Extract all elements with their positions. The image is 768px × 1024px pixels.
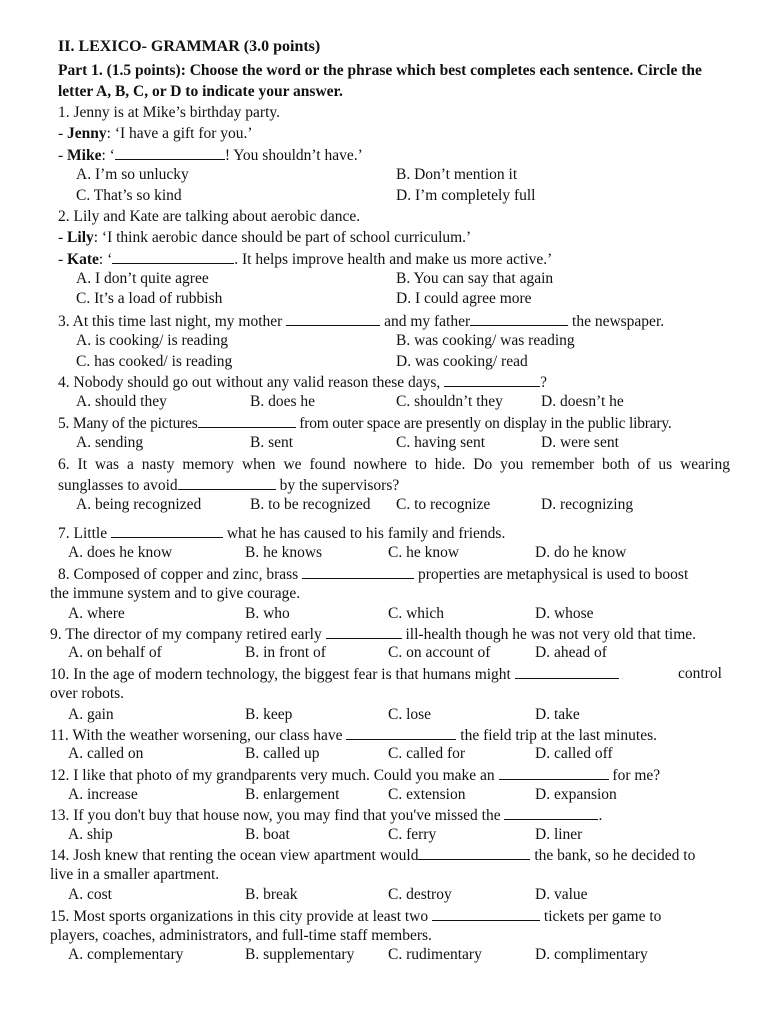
q9-post: ill-health though he was not very old that time.	[405, 626, 697, 643]
q5-stem	[58, 413, 672, 434]
q1-dialogue-2: - Mike: ‘ ! You shouldn’t have.’	[58, 147, 363, 164]
q5-post: from outer space are presently on display in the public library.	[299, 415, 672, 432]
q10-stem-line-2: over robots.	[50, 685, 125, 702]
q6-blank[interactable]	[178, 475, 276, 490]
q10-blank[interactable]	[515, 664, 619, 679]
q11-option-d[interactable]: D. called off	[535, 745, 613, 762]
q4-option-d[interactable]: D. doesn’t he	[541, 393, 624, 410]
q14-pre: 14. Josh knew that renting the ocean view apartment would	[50, 847, 419, 864]
q3-blank-1[interactable]	[286, 311, 380, 326]
q7-stem	[58, 523, 505, 544]
q15-option-a[interactable]: A. complementary	[68, 946, 184, 963]
q5-option-d[interactable]: D. were sent	[541, 434, 619, 451]
q9-pre: 9. The director of my company retired early	[50, 626, 322, 643]
q5-blank[interactable]	[198, 413, 296, 428]
q10-post: control	[678, 665, 722, 682]
q15-option-c[interactable]: C. rudimentary	[388, 946, 482, 963]
q1-dialogue-1: - Jenny: ‘I have a gift for you.’	[58, 125, 253, 142]
q13-option-a[interactable]: A. ship	[68, 826, 113, 843]
q7-option-c[interactable]: C. he know	[388, 544, 460, 561]
q6-option-b[interactable]: B. to be recognized	[250, 496, 371, 513]
q11-blank[interactable]	[346, 725, 456, 740]
q12-option-a[interactable]: A. increase	[68, 786, 138, 803]
q1-speaker-2: Mike	[67, 147, 102, 164]
q2-option-c[interactable]: C. It’s a load of rubbish	[76, 290, 223, 307]
q2-stem: 2. Lily and Kate are talking about aerobic dance.	[58, 208, 361, 225]
q14-stem-line-2: live in a smaller apartment.	[50, 866, 220, 883]
q3-option-d[interactable]: D. was cooking/ read	[396, 353, 528, 370]
part1-instruction: Part 1. (1.5 points): Choose the word or the phrase which best completes each sentence. Circle the letter A, B, C, or D to indicate your answer.	[58, 62, 702, 100]
q12-option-b[interactable]: B. enlargement	[245, 786, 340, 803]
q4-option-b[interactable]: B. does he	[250, 393, 316, 410]
q11-option-a[interactable]: A. called on	[68, 745, 144, 762]
q1-blank[interactable]	[115, 145, 225, 160]
q8-blank[interactable]	[302, 564, 414, 579]
q10-option-b[interactable]: B. keep	[245, 706, 293, 723]
q14-option-d[interactable]: D. value	[535, 886, 588, 903]
q10-option-a[interactable]: A. gain	[68, 706, 114, 723]
q1-line-2-post: ! You shouldn’t have.’	[224, 147, 363, 164]
q6-option-a[interactable]: A. being recognized	[76, 496, 202, 513]
q4-stem	[58, 372, 547, 393]
q4-pre: 4. Nobody should go out without any valid reason these days,	[58, 374, 441, 391]
q10-option-c[interactable]: C. lose	[388, 706, 432, 723]
q6-stem-line-2	[58, 475, 399, 496]
q6-post: by the supervisors?	[279, 477, 400, 494]
q2-line-1-text: : ‘I think aerobic dance should be part of school curriculum.’	[93, 229, 472, 246]
q14-option-c[interactable]: C. destroy	[388, 886, 452, 903]
q11-post: the field trip at the last minutes.	[460, 727, 657, 744]
q11-option-b[interactable]: B. called up	[245, 745, 320, 762]
q15-pre: 15. Most sports organizations in this city provide at least two	[50, 908, 429, 925]
q3-post: the newspaper.	[572, 313, 665, 330]
q4-option-c[interactable]: C. shouldn’t they	[396, 393, 503, 410]
q15-stem	[50, 906, 661, 927]
q10-option-d[interactable]: D. take	[535, 706, 580, 723]
q13-option-d[interactable]: D. liner	[535, 826, 583, 843]
q7-option-d[interactable]: D. do he know	[535, 544, 627, 561]
q14-option-b[interactable]: B. break	[245, 886, 298, 903]
section-title: II. LEXICO- GRAMMAR (3.0 points)	[58, 38, 321, 55]
q12-stem	[50, 765, 660, 786]
q3-mid: and my father	[384, 313, 471, 330]
q2-option-b[interactable]: B. You can say that again	[396, 270, 554, 287]
q5-option-b[interactable]: B. sent	[250, 434, 294, 451]
q4-option-a[interactable]: A. should they	[76, 393, 167, 410]
q1-option-a[interactable]: A. I’m so unlucky	[76, 166, 189, 183]
q13-option-c[interactable]: C. ferry	[388, 826, 437, 843]
q3-pre: 3. At this time last night, my mother	[58, 313, 283, 330]
q6-option-d[interactable]: D. recognizing	[541, 496, 634, 513]
q7-pre: 7. Little	[58, 525, 108, 542]
q6-stem-line-1: 6. It was a nasty memory when we found nowhere to hide. Do you remember both of us wearing	[58, 456, 730, 473]
q5-option-a[interactable]: A. sending	[76, 434, 144, 451]
q11-stem	[50, 725, 657, 746]
q13-option-b[interactable]: B. boat	[245, 826, 290, 843]
q3-option-c[interactable]: C. has cooked/ is reading	[76, 353, 233, 370]
q4-blank[interactable]	[444, 372, 540, 387]
q1-line-1-text: : ‘I have a gift for you.’	[106, 125, 253, 142]
q1-stem: 1. Jenny is at Mike’s birthday party.	[58, 104, 280, 121]
q7-option-b[interactable]: B. he knows	[245, 544, 323, 561]
q15-post: tickets per game to	[543, 908, 662, 925]
q8-option-c[interactable]: C. which	[388, 605, 444, 622]
q13-blank[interactable]	[504, 805, 598, 820]
q8-stem-line-2: the immune system and to give courage.	[50, 585, 301, 602]
q14-option-a[interactable]: A. cost	[68, 886, 112, 903]
q1-option-d[interactable]: D. I’m completely full	[396, 187, 536, 204]
q3-option-b[interactable]: B. was cooking/ was reading	[396, 332, 575, 349]
q15-blank[interactable]	[432, 906, 540, 921]
q9-option-a[interactable]: A. on behalf of	[68, 644, 162, 661]
q6-pre: sunglasses to avoid	[58, 477, 178, 494]
q10-stem	[50, 664, 619, 685]
q12-blank[interactable]	[499, 765, 609, 780]
q3-blank-2[interactable]	[470, 311, 568, 326]
q2-line-2-pre: : ‘	[98, 251, 113, 268]
q13-pre: 13. If you don't buy that house now, you may find that you've missed the	[50, 807, 501, 824]
q15-option-b[interactable]: B. supplementary	[245, 946, 355, 963]
q3-option-a[interactable]: A. is cooking/ is reading	[76, 332, 228, 349]
q4-post: ?	[540, 374, 548, 391]
q2-speaker-2: Kate	[67, 251, 99, 268]
q2-line-2-post: . It helps improve health and make us more active.’	[234, 251, 553, 268]
q14-stem	[50, 845, 695, 866]
q9-stem	[50, 624, 696, 645]
q3-stem	[58, 311, 664, 332]
q13-stem	[50, 805, 602, 826]
q1-speaker-1: Jenny	[67, 125, 107, 142]
q11-option-c[interactable]: C. called for	[388, 745, 466, 762]
q9-option-b[interactable]: B. in front of	[245, 644, 326, 661]
q1-line-2-pre: : ‘	[101, 147, 115, 164]
q8-option-b[interactable]: B. who	[245, 605, 290, 622]
q8-pre: 8. Composed of copper and zinc, brass	[58, 566, 299, 583]
q8-post: properties are metaphysical is used to boost	[417, 566, 689, 583]
q5-option-c[interactable]: C. having sent	[396, 434, 486, 451]
q8-stem	[58, 564, 688, 585]
q9-option-c[interactable]: C. on account of	[388, 644, 491, 661]
q5-pre: 5. Many of the pictures	[58, 415, 198, 432]
q7-option-a[interactable]: A. does he know	[68, 544, 173, 561]
q1-option-b[interactable]: B. Don’t mention it	[396, 166, 518, 183]
q12-pre: 12. I like that photo of my grandparents very much. Could you make an	[50, 767, 495, 784]
q12-option-c[interactable]: C. extension	[388, 786, 466, 803]
q14-blank[interactable]	[418, 845, 530, 860]
q6-option-c[interactable]: C. to recognize	[396, 496, 491, 513]
q8-option-a[interactable]: A. where	[68, 605, 125, 622]
q2-option-d[interactable]: D. I could agree more	[396, 290, 532, 307]
q15-stem-line-2: players, coaches, administrators, and full-time staff members.	[50, 927, 432, 944]
q7-blank[interactable]	[111, 523, 223, 538]
q12-post: for me?	[612, 767, 661, 784]
q8-option-d[interactable]: D. whose	[535, 605, 594, 622]
q14-post: the bank, so he decided to	[534, 847, 696, 864]
q1-option-c[interactable]: C. That’s so kind	[76, 187, 182, 204]
q9-blank[interactable]	[326, 624, 402, 639]
q11-pre: 11. With the weather worsening, our class have	[50, 727, 343, 744]
q13-post: .	[598, 807, 603, 824]
q2-option-a[interactable]: A. I don’t quite agree	[76, 270, 209, 287]
q7-post: what he has caused to his family and friends.	[226, 525, 506, 542]
q2-speaker-1: Lily	[67, 229, 94, 246]
q2-dialogue-1: - Lily: ‘I think aerobic dance should be part of school curriculum.’	[58, 229, 472, 246]
q10-pre: 10. In the age of modern technology, the biggest fear is that humans might	[50, 666, 511, 683]
q2-blank[interactable]	[112, 249, 234, 264]
q9-option-d[interactable]: D. ahead of	[535, 644, 607, 661]
q2-dialogue-2: - Kate: ‘ . It helps improve health and make us more active.’	[58, 251, 553, 268]
q15-option-d[interactable]: D. complimentary	[535, 946, 648, 963]
q12-option-d[interactable]: D. expansion	[535, 786, 617, 803]
